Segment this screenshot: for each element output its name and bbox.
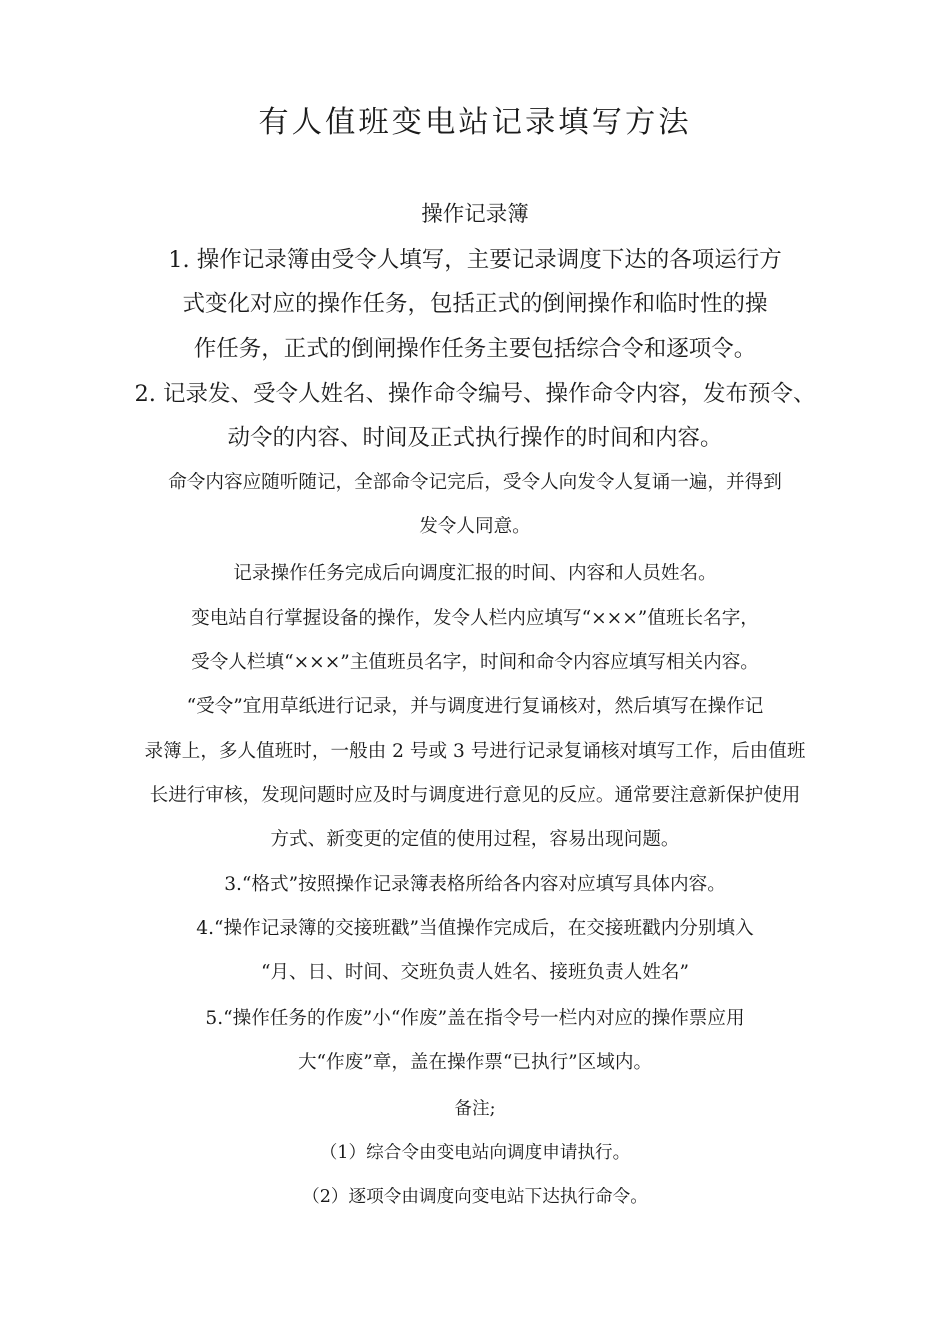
item3: 3.“格式”按照操作记录簿表格所给各内容对应填写具体内容。 bbox=[224, 874, 726, 895]
receive-para-line: “受令”宜用草纸进行记录，并与调度进行复诵核对，然后填写在操作记 bbox=[186, 696, 764, 717]
remark-item: （1）综合令由变电站向调度申请执行。 bbox=[319, 1143, 631, 1163]
page-title: 有人值班变电站记录填写方法 bbox=[258, 105, 692, 140]
section-heading: 操作记录簿 bbox=[421, 202, 529, 227]
item5-line: 5.“操作任务的作废”小“作废”盖在指令号一栏内对应的操作票应用 bbox=[205, 1008, 745, 1029]
command-para-line: 发令人同意。 bbox=[419, 516, 531, 537]
item4-line: 4.“操作记录簿的交接班戳”当值操作完成后，在交接班戳内分别填入 bbox=[196, 918, 754, 939]
receive-para-line: 方式、新变更的定值的使用过程，容易出现问题。 bbox=[270, 829, 680, 850]
item1-line: 作任务，正式的倒闸操作任务主要包括综合令和逐项令。 bbox=[193, 336, 757, 362]
item1-line: 式变化对应的操作任务，包括正式的倒闸操作和临时性的操 bbox=[182, 291, 768, 317]
receive-para-line: 录簿上，多人值班时，一般由 2 号或 3 号进行记录复诵核对填写工作，后由值班 bbox=[144, 741, 806, 762]
remark-item: （2）逐项令由调度向变电站下达执行命令。 bbox=[302, 1187, 648, 1207]
report-para: 记录操作任务完成后向调度汇报的时间、内容和人员姓名。 bbox=[233, 563, 717, 584]
item2-line: 2. 记录发、受令人姓名、操作命令编号、操作命令内容，发布预令、 bbox=[134, 381, 816, 407]
item4-line: “月、日、时间、交班负责人姓名、接班负责人姓名” bbox=[260, 962, 690, 983]
self-op-para-line: 受令人栏填“×××”主值班员名字，时间和命令内容应填写相关内容。 bbox=[191, 652, 759, 673]
item5-line: 大“作废”章，盖在操作票“已执行”区域内。 bbox=[297, 1052, 653, 1073]
receive-para-line: 长进行审核，发现问题时应及时与调度进行意见的反应。通常要注意新保护使用 bbox=[149, 785, 801, 806]
command-para-line: 命令内容应随听随记，全部命令记完后，受令人向发令人复诵一遍，并得到 bbox=[168, 472, 782, 493]
self-op-para-line: 变电站自行掌握设备的操作，发令人栏内应填写“×××”值班长名字， bbox=[191, 608, 759, 629]
item1-line: 1. 操作记录簿由受令人填写，主要记录调度下达的各项运行方 bbox=[168, 247, 782, 273]
item2-line: 动令的内容、时间及正式执行操作的时间和内容。 bbox=[227, 425, 723, 451]
remarks-label: 备注; bbox=[454, 1099, 496, 1119]
